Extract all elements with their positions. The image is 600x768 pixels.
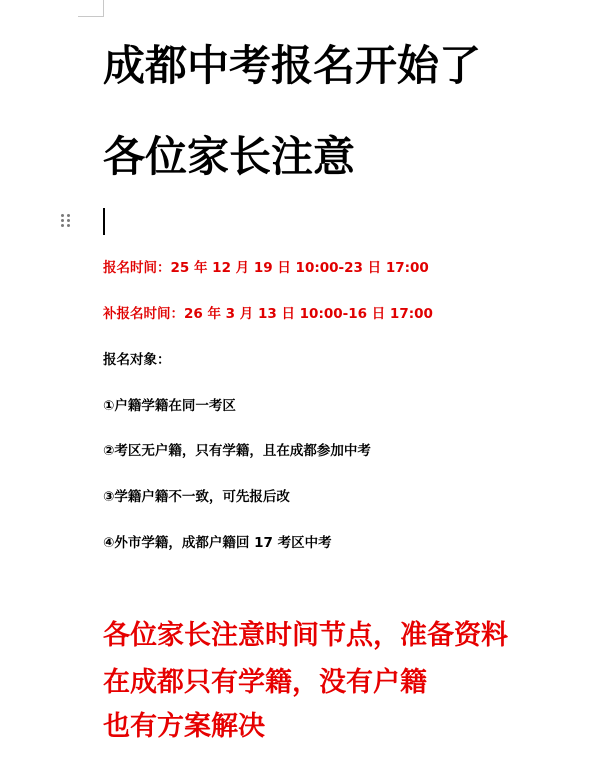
target-item: ②考区无户籍，只有学籍，且在成都参加中考 [103,443,371,459]
title-line-2: 各位家长注意 [103,132,356,181]
supplementary-registration-time: 补报名时间：26 年 3 月 13 日 10:00-16 日 17:00 [103,306,433,322]
title-line-1: 成都中考报名开始了 [103,41,482,90]
registration-time: 报名时间：25 年 12 月 19 日 10:00-23 日 17:00 [103,260,429,276]
page-corner-marker [78,0,104,17]
target-item: ④外市学籍，成都户籍回 17 考区中考 [103,535,332,551]
notice-line-2: 在成都只有学籍，没有户籍 [103,667,427,698]
notice-line-3: 也有方案解决 [103,711,265,742]
notice-line-1: 各位家长注意时间节点，准备资料 [103,620,508,651]
target-item: ③学籍户籍不一致，可先报后改 [103,489,290,505]
text-cursor [103,208,105,235]
target-item: ①户籍学籍在同一考区 [103,398,236,414]
target-heading: 报名对象： [103,352,171,368]
drag-handle-icon[interactable] [61,214,71,230]
